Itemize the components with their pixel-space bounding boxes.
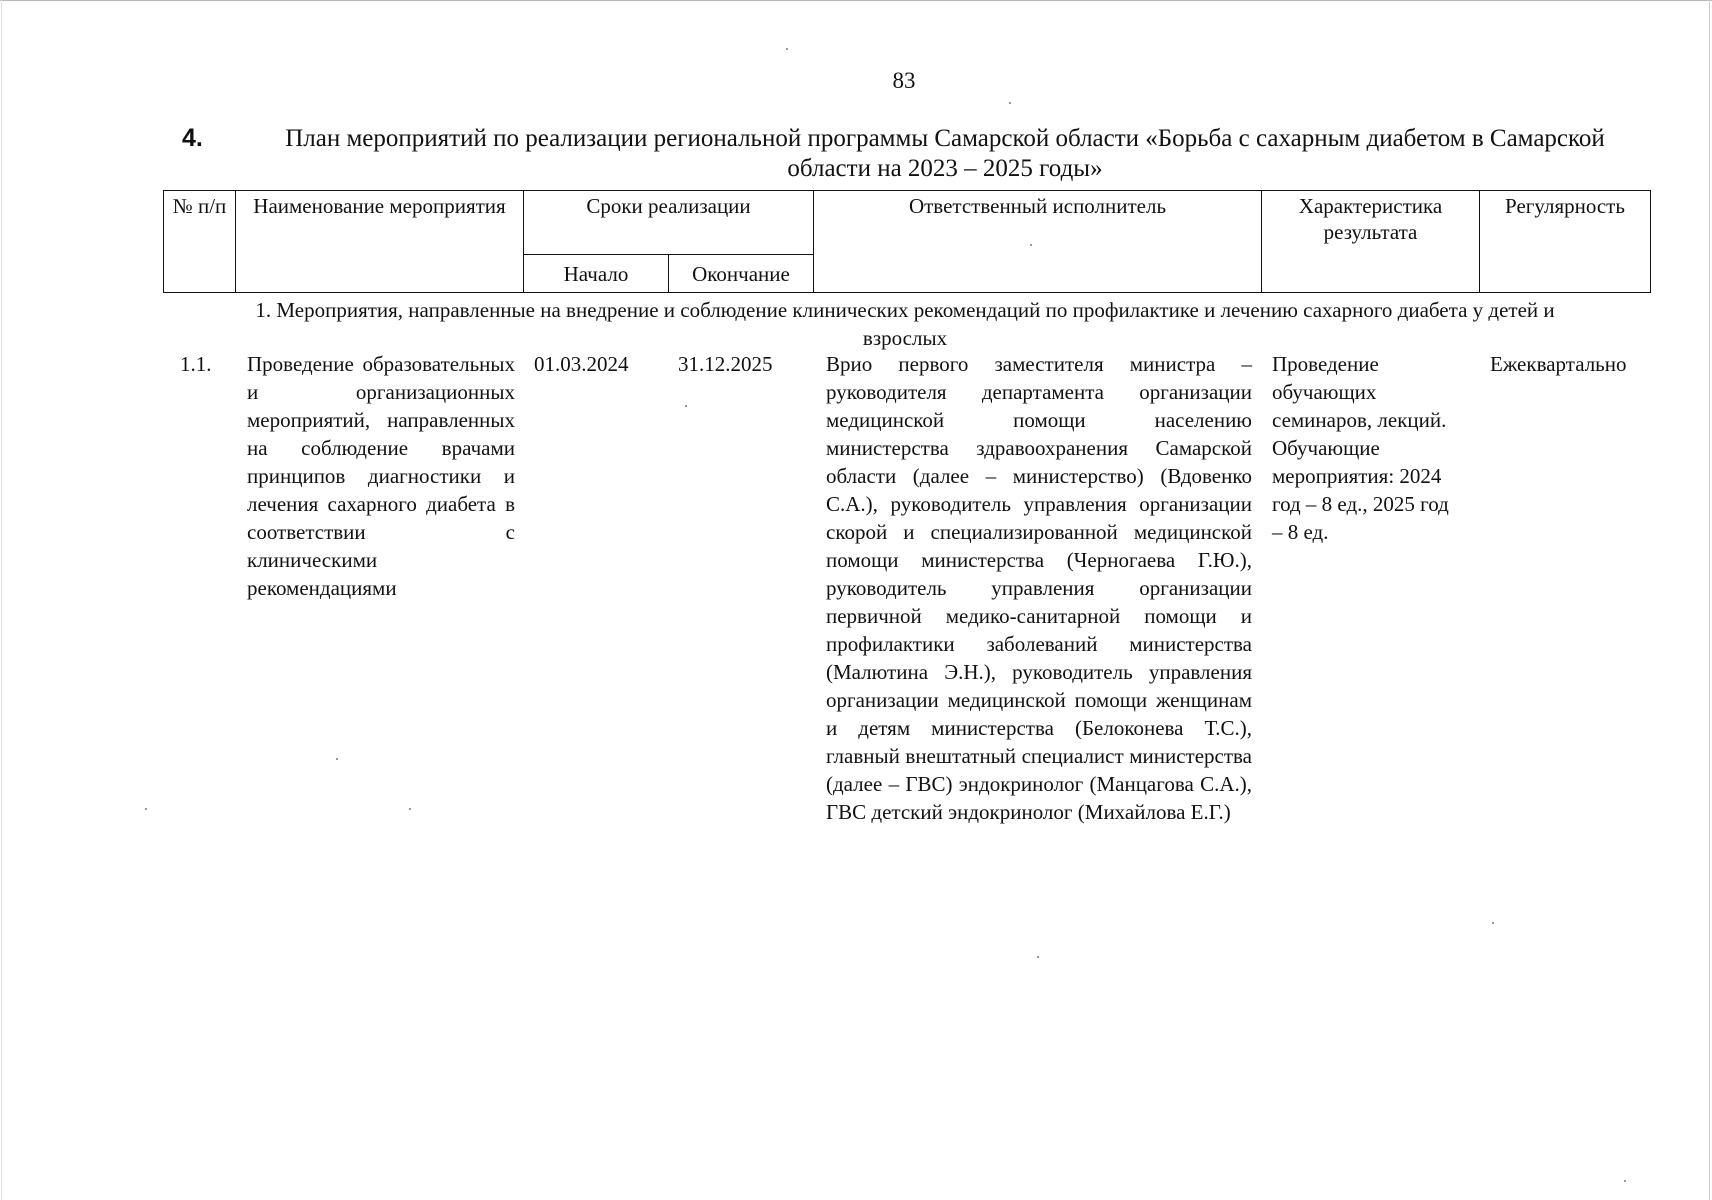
plan-table [163,190,1651,293]
header-executor: Ответственный исполнитель [814,191,1262,293]
section-title: План мероприятий по реализации региональной программы Самарской области «Борьба с сахарным диабетом в Самарской области на 2023 – 2025 годы» [285,125,1605,182]
page-number: 83 [892,68,916,93]
section-number: 4. [182,124,203,152]
row-end-date: 31.12.2025 [678,352,773,376]
row-number: 1.1. [180,352,212,376]
header-num: № п/п [164,191,236,293]
row-regularity: Ежеквартально [1490,352,1627,376]
scan-edge-top [0,0,1712,7]
scan-edge-right [1709,0,1710,1200]
row-start-date: 01.03.2024 [534,352,629,376]
row-name: Проведение образовательных и организационных мероприятий, направленных на соблюдение врачами принципов диагностики и лечения сахарного диабета в соответствии с клиническими рекомендациями [247,352,515,600]
row-executor: Врио первого заместителя министра – руководителя департамента организации медицинской помощи населению министерства здравоохранения Самарской области (далее – министерство) (Вдовенко С.А.), руководитель управления организации скорой и специализированной медицинской помощи министерства (Черногаева Г.Ю.), руководитель управления организации первичной медико-санитарной помощи и профилактики заболеваний министерства (Малютина Э.Н.), руководитель управления организации медицинской помощи женщинам и детям министерства (Белоконева Т.С.), главный внештатный специалист министерства (далее – ГВС) эндокринолог (Манцагова С.А.), ГВС детский эндокринолог (Михайлова Е.Г.) [826,352,1252,824]
header-regularity: Регулярность [1480,191,1651,293]
row-result: Проведение обучающих семинаров, лекций. Обучающие мероприятия: 2024 год – 8 ед., 2025 год – 8 ед. [1272,352,1449,544]
header-start: Начало [524,255,669,293]
header-end: Окончание [669,255,814,293]
header-terms: Сроки реализации [524,191,814,255]
header-name: Наименование мероприятия [236,191,524,293]
header-result: Характеристика результата [1262,191,1480,293]
table-header-row [164,191,1651,255]
subsection-heading: 1. Мероприятия, направленные на внедрение и соблюдение клинических рекомендаций по профилактике и лечению сахарного диабета у детей и взрослых [255,298,1555,350]
scan-edge-left [1,0,2,1200]
